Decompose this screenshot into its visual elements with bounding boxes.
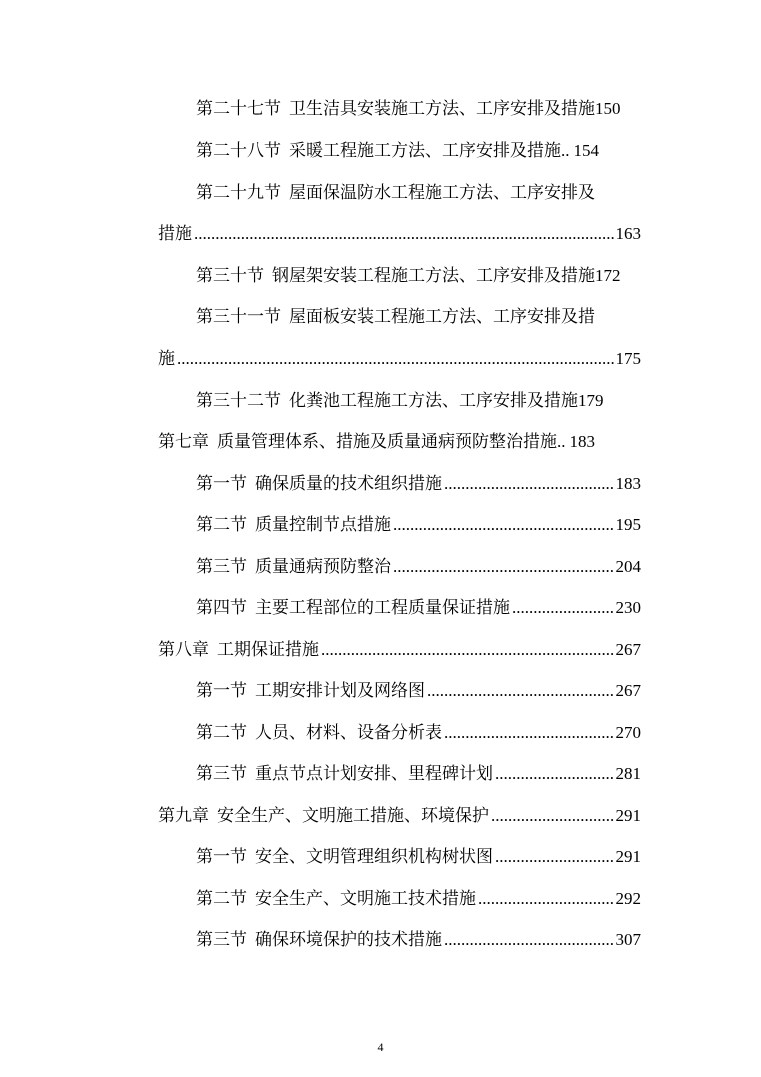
- toc-label: 第一节: [196, 474, 247, 494]
- toc-leader-dots: [393, 556, 614, 578]
- toc-title: 采暖工程施工方法、工序安排及措施: [289, 141, 561, 161]
- toc-page-number: 281: [615, 764, 641, 783]
- toc-leader-dots: [495, 763, 614, 785]
- toc-page-number: 204: [615, 557, 641, 576]
- toc-title: 质量管理体系、措施及质量通病预防整治措施: [217, 432, 557, 452]
- toc-chapter-entry[interactable]: [158, 805, 641, 827]
- toc-label: 第三十一节: [196, 307, 281, 327]
- page-footer-number: 4: [377, 1040, 384, 1054]
- toc-label: 第三节: [196, 557, 247, 577]
- toc-page-number: 175: [615, 349, 641, 368]
- toc-title: 措施: [158, 224, 192, 244]
- toc-leader-dots: [512, 597, 614, 619]
- toc-page-number: 270: [615, 723, 641, 742]
- toc-leader-dots: [194, 223, 614, 245]
- toc-title: 安全、文明管理组织机构树状图: [255, 847, 493, 867]
- toc-entry[interactable]: [196, 680, 641, 702]
- toc-title: 重点节点计划安排、里程碑计划: [255, 764, 493, 784]
- toc-title: 工期保证措施: [217, 640, 319, 660]
- toc-page-number: 163: [615, 224, 641, 243]
- toc-entry[interactable]: [196, 514, 641, 536]
- toc-entry[interactable]: [196, 98, 621, 120]
- toc-title: 施: [158, 349, 175, 369]
- toc-title: 确保质量的技术组织措施: [255, 474, 442, 494]
- toc-entry[interactable]: [196, 265, 621, 287]
- toc-label: 第二十七节: [196, 99, 281, 119]
- toc-label: 第一节: [196, 847, 247, 867]
- toc-title: 工期安排计划及网络图: [255, 681, 425, 701]
- toc-entry-continuation[interactable]: [158, 348, 641, 370]
- toc-title: 质量控制节点措施: [255, 515, 391, 535]
- toc-title: 安全生产、文明施工技术措施: [255, 889, 476, 909]
- toc-leader-dots: [427, 680, 614, 702]
- toc-label: 第二十八节: [196, 141, 281, 161]
- toc-label: 第三节: [196, 930, 247, 950]
- toc-page-number: 230: [615, 598, 641, 617]
- toc-page-number: 172: [595, 266, 621, 285]
- toc-label: 第七章: [158, 432, 209, 452]
- toc-label: 第三十二节: [196, 391, 281, 411]
- toc-page-number: 267: [615, 640, 641, 659]
- toc-title: 人员、材料、设备分析表: [255, 723, 442, 743]
- toc-title: 安全生产、文明施工措施、环境保护: [217, 806, 489, 826]
- toc-page-number: 267: [615, 681, 641, 700]
- toc-entry-continuation[interactable]: [158, 223, 641, 245]
- toc-leader-dots: [393, 514, 614, 536]
- toc-title: 卫生洁具安装施工方法、工序安排及措施: [289, 99, 595, 119]
- toc-leader-dots: [491, 805, 614, 827]
- toc-leader-dots: ..: [561, 141, 570, 160]
- toc-entry[interactable]: [196, 763, 641, 785]
- toc-page-number: 292: [615, 889, 641, 908]
- toc-entry[interactable]: [196, 929, 641, 951]
- toc-page-number: 183: [569, 432, 595, 451]
- toc-chapter-entry[interactable]: [158, 431, 595, 453]
- toc-entry[interactable]: [196, 306, 595, 328]
- toc-entry[interactable]: [196, 846, 641, 868]
- toc-page-number: 150: [595, 99, 621, 118]
- toc-label: 第二十九节: [196, 183, 281, 203]
- toc-entry[interactable]: [196, 556, 641, 578]
- toc-chapter-entry[interactable]: [158, 639, 641, 661]
- toc-entry[interactable]: [196, 140, 599, 162]
- toc-leader-dots: [444, 929, 614, 951]
- toc-entry[interactable]: [196, 473, 641, 495]
- toc-label: 第二节: [196, 889, 247, 909]
- toc-title: 屋面保温防水工程施工方法、工序安排及: [289, 183, 595, 203]
- toc-leader-dots: [444, 722, 614, 744]
- toc-leader-dots: [444, 473, 614, 495]
- toc-page-number: 154: [573, 141, 599, 160]
- toc-leader-dots: [478, 888, 614, 910]
- toc-label: 第三十节: [196, 266, 264, 286]
- toc-entry[interactable]: [196, 597, 641, 619]
- toc-leader-dots: ..: [557, 432, 566, 451]
- toc-title: 确保环境保护的技术措施: [255, 930, 442, 950]
- toc-label: 第八章: [158, 640, 209, 660]
- toc-page-number: 307: [615, 930, 641, 949]
- toc-title: 化粪池工程施工方法、工序安排及措施: [289, 391, 578, 411]
- toc-leader-dots: [321, 639, 614, 661]
- toc-page-number: 179: [578, 391, 604, 410]
- toc-label: 第九章: [158, 806, 209, 826]
- toc-entry[interactable]: [196, 888, 641, 910]
- toc-page-number: 291: [615, 806, 641, 825]
- toc-label: 第四节: [196, 598, 247, 618]
- toc-label: 第二节: [196, 723, 247, 743]
- toc-entry[interactable]: [196, 182, 595, 204]
- toc-title: 质量通病预防整治: [255, 557, 391, 577]
- toc-title: 钢屋架安装工程施工方法、工序安排及措施: [272, 266, 595, 286]
- toc-entry[interactable]: [196, 390, 604, 412]
- toc-label: 第一节: [196, 681, 247, 701]
- toc-label: 第二节: [196, 515, 247, 535]
- toc-title: 主要工程部位的工程质量保证措施: [255, 598, 510, 618]
- toc-entry[interactable]: [196, 722, 641, 744]
- toc-leader-dots: [177, 348, 614, 370]
- toc-label: 第三节: [196, 764, 247, 784]
- toc-page-number: 195: [615, 515, 641, 534]
- toc-title: 屋面板安装工程施工方法、工序安排及措: [289, 307, 595, 327]
- toc-page-number: 291: [615, 847, 641, 866]
- toc-leader-dots: [495, 846, 614, 868]
- toc-page-number: 183: [615, 474, 641, 493]
